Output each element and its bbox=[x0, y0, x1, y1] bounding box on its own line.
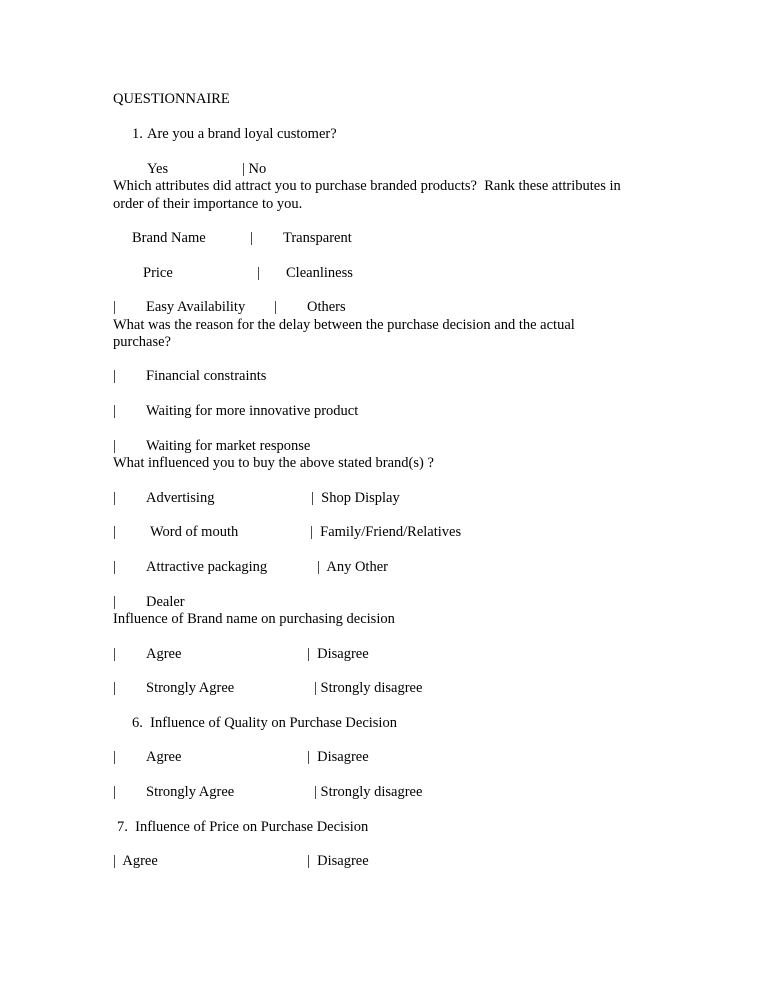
q7-question: 7. Influence of Price on Purchase Decision bbox=[117, 819, 369, 835]
q2-question-line1: Which attributes did attract you to purchase branded products? Rank these attributes in bbox=[113, 178, 621, 194]
page-title: QUESTIONNAIRE bbox=[113, 91, 230, 107]
q5-option-strongly-agree: Strongly Agree bbox=[146, 680, 235, 696]
q6-separator: | bbox=[113, 784, 116, 800]
q3-option-market: Waiting for market response bbox=[146, 438, 311, 454]
q2-separator: | bbox=[257, 265, 260, 281]
q1-option-yes: Yes bbox=[147, 161, 169, 177]
q5-option-strongly-disagree: | Strongly disagree bbox=[314, 680, 423, 696]
q2-separator: | bbox=[274, 299, 277, 315]
q4-option-word-of-mouth: Word of mouth bbox=[150, 524, 239, 540]
q3-question-line1: What was the reason for the delay between the purchase decision and the actual bbox=[113, 317, 575, 333]
q5-separator: | bbox=[113, 680, 116, 696]
q5-question: Influence of Brand name on purchasing decision bbox=[113, 611, 395, 627]
q4-option-shop-display: | Shop Display bbox=[311, 490, 400, 506]
q3-question-line2: purchase? bbox=[113, 334, 171, 350]
q7-option-agree: | Agree bbox=[113, 853, 158, 869]
q6-option-strongly-agree: Strongly Agree bbox=[146, 784, 235, 800]
q3-option-financial: Financial constraints bbox=[146, 368, 267, 384]
q6-option-disagree: | Disagree bbox=[307, 749, 369, 765]
q6-option-agree: Agree bbox=[146, 749, 182, 765]
q4-question: What influenced you to buy the above stated brand(s) ? bbox=[113, 455, 434, 471]
q4-option-dealer: Dealer bbox=[146, 594, 185, 610]
q4-separator: | bbox=[113, 524, 116, 540]
q2-option-brand-name: Brand Name bbox=[132, 230, 206, 246]
q2-option-others: Others bbox=[307, 299, 346, 315]
q5-option-agree: Agree bbox=[146, 646, 182, 662]
q2-question-line2: order of their importance to you. bbox=[113, 196, 303, 212]
q1-question: Are you a brand loyal customer? bbox=[147, 126, 337, 142]
q4-separator: | bbox=[113, 594, 116, 610]
q4-option-packaging: Attractive packaging bbox=[146, 559, 268, 575]
q4-separator: | bbox=[113, 490, 116, 506]
q3-separator: | bbox=[113, 438, 116, 454]
q2-option-cleanliness: Cleanliness bbox=[286, 265, 353, 281]
q3-separator: | bbox=[113, 368, 116, 384]
q5-separator: | bbox=[113, 646, 116, 662]
q4-option-family: | Family/Friend/Relatives bbox=[310, 524, 462, 540]
q4-option-any-other: | Any Other bbox=[317, 559, 388, 575]
q1-option-no: | No bbox=[242, 161, 267, 177]
q6-question: 6. Influence of Quality on Purchase Decision bbox=[132, 715, 397, 731]
q2-option-easy-availability: Easy Availability bbox=[146, 299, 246, 315]
q7-option-disagree: | Disagree bbox=[307, 853, 369, 869]
q4-separator: | bbox=[113, 559, 116, 575]
q2-option-price: Price bbox=[143, 265, 173, 281]
q2-separator: | bbox=[113, 299, 116, 315]
q3-separator: | bbox=[113, 403, 116, 419]
q5-option-disagree: | Disagree bbox=[307, 646, 369, 662]
q4-option-advertising: Advertising bbox=[146, 490, 215, 506]
q3-option-innovative: Waiting for more innovative product bbox=[146, 403, 359, 419]
q2-separator: | bbox=[250, 230, 253, 246]
q6-option-strongly-disagree: | Strongly disagree bbox=[314, 784, 423, 800]
q1-number: 1. bbox=[132, 126, 143, 142]
q2-option-transparent: Transparent bbox=[283, 230, 352, 246]
q6-separator: | bbox=[113, 749, 116, 765]
